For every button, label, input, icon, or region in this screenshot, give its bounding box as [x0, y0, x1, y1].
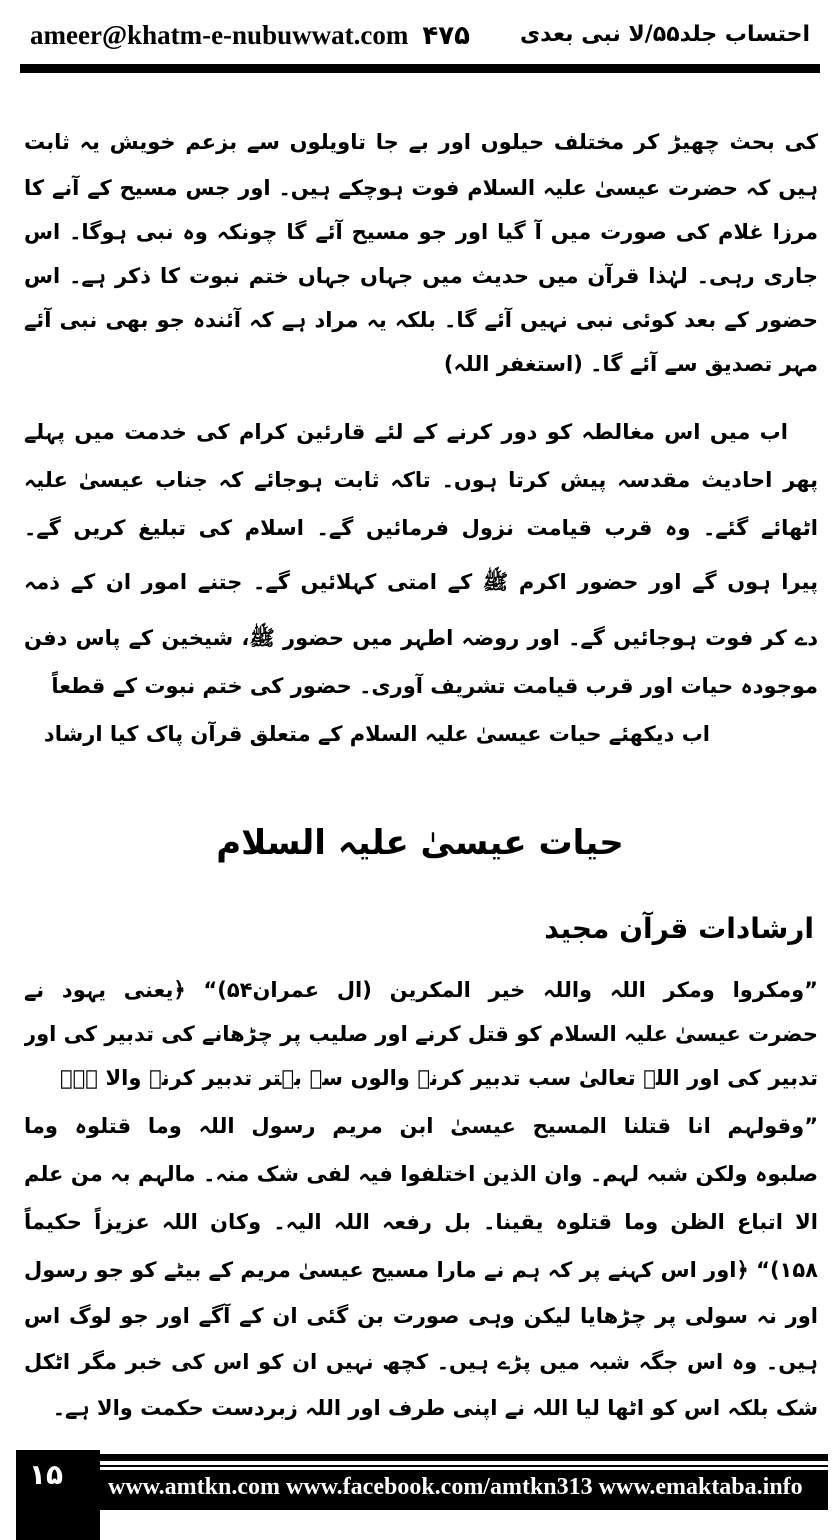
header-left	[30, 20, 470, 51]
body-line: پھر احادیث مقدسہ پیش کرتا ہوں۔ تاکہ ثابت ہوجائے کہ جناب عیسیٰ علیہ	[24, 468, 818, 492]
quote-line: تدبیر کی اور اللہ تعالیٰ سب تدبیر کرنے والوں سے بہتر تدبیر کرنے والا ہے۔	[60, 1066, 818, 1090]
body-line: حضور کے بعد کوئی نبی نہیں آئے گا۔ بلکہ یہ مراد ہے کہ آئندہ جو بھی نبی آئے	[24, 308, 818, 332]
body-line: کی بحث چھیڑ کر مختلف حیلوں اور بے جا تاویلوں سے بزعم خویش یہ ثابت	[24, 130, 818, 154]
body-line: مہر تصدیق سے آئے گا۔ (استغفر اللہ)	[443, 352, 818, 376]
header-email: ameer@khatm-e-nubuwwat.com	[30, 20, 409, 50]
body-line: اب میں اس مغالطہ کو دور کرنے کے لئے قارئین کرام کی خدمت میں پہلے	[24, 420, 788, 444]
body-line: پیرا ہوں گے اور حضور اکرم ﷺ کے امتی کہلائیں گے۔ جتنے امور ان کے ذمہ	[24, 570, 818, 594]
footer-rule	[100, 1454, 828, 1461]
footer-rule-thin	[100, 1465, 828, 1467]
body-line: مرزا غلام کی صورت میں آ گیا اور جو مسیح آئے گا چونکہ وہ نبی ہوگا۔ اس	[24, 220, 818, 244]
header-book-title: احتساب جلد۵۵/لا نبی بعدی	[520, 22, 810, 47]
body-line: اب دیکھئے حیات عیسیٰ علیہ السلام کے متعلق قرآن پاک کیا ارشاد	[43, 722, 710, 746]
section-heading: حیات عیسیٰ علیہ السلام	[216, 823, 624, 863]
quote-line: ہیں۔ وہ اس جگہ شبہ میں پڑے ہیں۔ کچھ نہیں ان کو اس کی خبر مگر اٹکل	[24, 1350, 818, 1374]
footer-page-number: ۱۵	[28, 1458, 64, 1491]
body-line: جاری رہی۔ لہٰذا قرآن میں حدیث میں جہاں جہاں ختم نبوت کا ذکر ہے۔ اس	[24, 264, 818, 288]
body-line: ہیں کہ حضرت عیسیٰ علیہ السلام فوت ہوچکے ہیں۔ اور جس مسیح کے آنے کا	[24, 176, 818, 200]
section-subheading: ارشادات قرآن مجید	[544, 912, 814, 945]
quote-line: ۱۵۸)“ ﴿اور اس کہنے پر کہ ہم نے مارا مسیح عیسیٰ مریم کے بیٹے کو جو رسول	[24, 1258, 818, 1282]
body-line: دے کر فوت ہوجائیں گے۔ اور روضہ اطہر میں حضور ﷺ، شیخین کے پاس دفن	[24, 626, 818, 650]
footer-links: www.amtkn.com www.facebook.com/amtkn313 www.emaktaba.info	[108, 1474, 803, 1500]
body-line: موجودہ حیات اور قرب قیامت تشریف آوری۔ حضور کی ختم نبوت کے قطعاً	[51, 674, 818, 698]
header-rule	[20, 64, 820, 73]
quote-line: حضرت عیسیٰ علیہ السلام کو قتل کرنے اور صلیب پر چڑھانے کی تدبیر کی اور	[24, 1022, 818, 1046]
quote-line: ”ومکروا ومکر اللہ واللہ خیر المکرین (ال عمران۵۴)“ ﴿یعنی یہود نے	[24, 978, 818, 1002]
quote-line: صلبوہ ولکن شبہ لہم۔ وان الذین اختلفوا فیہ لفی شک منہ۔ مالہم بہ من علم	[24, 1162, 818, 1186]
quote-line: ”وقولہم انا قتلنا المسیح عیسیٰ ابن مریم رسول اللہ وما قتلوہ وما	[24, 1114, 818, 1138]
header-page-number: ۴۷۵	[422, 21, 470, 51]
body-line: اٹھائے گئے۔ وہ قرب قیامت نزول فرمائیں گے۔ اسلام کی تبلیغ کریں گے۔	[24, 516, 818, 540]
quote-line: الا اتباع الظن وما قتلوہ یقینا۔ بل رفعہ اللہ الیہ۔ وکان اللہ عزیزاً حکیماً	[24, 1210, 818, 1234]
quote-line: شک بلکہ اس کو اٹھا لیا اللہ نے اپنی طرف اور اللہ زبردست حکمت والا ہے۔	[52, 1396, 818, 1420]
quote-line: اور نہ سولی پر چڑھایا لیکن وہی صورت بن گئی ان کے آگے اور جو لوگ اس	[24, 1304, 818, 1328]
